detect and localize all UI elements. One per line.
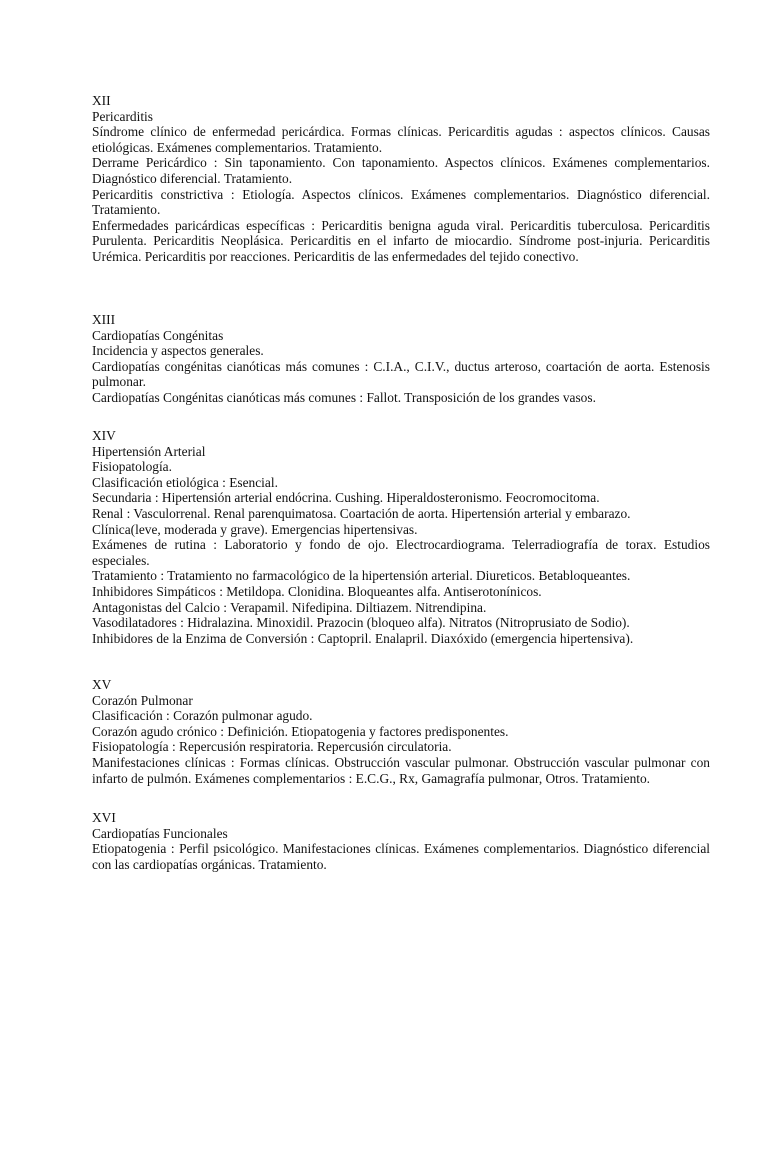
section-paragraph: Pericarditis constrictiva : Etiología. Aspectos clínicos. Exámenes complementarios. Diagnóstico diferencial. Tratamiento. (92, 186, 710, 218)
section-paragraph: Vasodilatadores : Hidralazina. Minoxidil. Prazocin (bloqueo alfa). Nitratos (Nitroprusiato de Sodio). (92, 615, 630, 631)
section-xvi (92, 810, 710, 872)
section-paragraph: Exámenes de rutina : Laboratorio y fondo de ojo. Electrocardiograma. Telerradiografía de torax. Estudios especiales. (92, 537, 710, 568)
section-numeral: XII (92, 93, 111, 108)
section-paragraph: Etiopatogenia : Perfil psicológico. Manifestaciones clínicas. Exámenes complementarios. Diagnóstico diferencial con las cardiopatías orgánicas. Tratamiento. (92, 841, 710, 872)
section-xiii (92, 312, 710, 406)
section-numeral: XIII (92, 312, 116, 327)
section-paragraph: Antagonistas del Calcio : Verapamil. Nifedipina. Diltiazem. Nitrendipina. (92, 599, 487, 615)
section-numeral: XVI (92, 810, 116, 825)
section-xv (92, 677, 710, 786)
section-paragraph: Manifestaciones clínicas : Formas clínicas. Obstrucción vascular pulmonar. Obstrucción vascular pulmonar con infarto de pulmón. Exámenes complementarios : E.C.G., Rx, Gamagrafía pulmonar, Otros. Tratamiento. (92, 754, 710, 786)
section-paragraph: Enfermedades paricárdicas específicas : Pericarditis benigna aguda viral. Pericarditis tuberculosa. Pericarditis Purulenta. Pericarditis Neoplásica. Pericarditis en el infarto de miocardio. Síndrome post-injuria. Pericarditis Urémica. Pericarditis por reacciones. Pericarditis de las enfermedades del tejido conectivo. (92, 217, 710, 264)
section-paragraph: Síndrome clínico de enfermedad pericárdica. Formas clínicas. Pericarditis agudas : aspectos clínicos. Causas etiológicas. Exámenes complementarios. Tratamiento. (92, 124, 710, 155)
section-paragraph: Cardiopatías congénitas cianóticas más comunes : C.I.A., C.I.V., ductus arteroso, coartación de aorta. Estenosis pulmonar. (92, 358, 710, 390)
section-paragraph: Tratamiento : Tratamiento no farmacológico de la hipertensión arterial. Diureticos. Betabloqueantes. (92, 568, 631, 584)
section-paragraph: Inhibidores Simpáticos : Metildopa. Clonidina. Bloqueantes alfa. Antiserotonínicos. (92, 583, 542, 599)
section-heading: Cardiopatías Congénitas (92, 327, 224, 343)
section-paragraph: Inhibidores de la Enzima de Conversión : Captopril. Enalapril. Diaxóxido (emergencia hipertensiva). (92, 630, 634, 646)
section-paragraph: Cardiopatías Congénitas cianóticas más comunes : Fallot. Transposición de los grandes vasos. (92, 389, 596, 405)
section-paragraph: Secundaria : Hipertensión arterial endócrina. Cushing. Hiperaldosteronismo. Feocromocitoma. (92, 490, 600, 506)
section-xii (92, 93, 710, 265)
section-paragraph: Renal : Vasculorrenal. Renal parenquimatosa. Coartación de aorta. Hipertensión arterial y embarazo. (92, 505, 631, 521)
section-heading: Hipertensión Arterial (92, 443, 206, 459)
section-numeral: XIV (92, 428, 116, 443)
section-paragraph: Fisiopatología : Repercusión respiratoria. Repercusión circulatoria. (92, 739, 452, 755)
section-paragraph: Corazón agudo crónico : Definición. Etiopatogenia y factores predisponentes. (92, 723, 509, 739)
section-paragraph: Incidencia y aspectos generales. (92, 343, 264, 359)
section-paragraph: Clasificación etiológica : Esencial. (92, 474, 278, 490)
section-xiv (92, 428, 710, 646)
section-numeral: XV (92, 677, 112, 692)
section-paragraph: Derrame Pericárdico : Sin taponamiento. Con taponamiento. Aspectos clínicos. Exámenes complementarios. Diagnóstico diferencial. Tratamiento. (92, 155, 710, 186)
section-paragraph: Fisiopatología. (92, 459, 172, 475)
section-paragraph: Clínica(leve, moderada y grave). Emergencias hipertensivas. (92, 521, 418, 537)
section-heading: Cardiopatías Funcionales (92, 825, 228, 841)
section-paragraph: Clasificación : Corazón pulmonar agudo. (92, 708, 313, 724)
section-heading: Pericarditis (92, 108, 153, 124)
section-heading: Corazón Pulmonar (92, 692, 193, 708)
